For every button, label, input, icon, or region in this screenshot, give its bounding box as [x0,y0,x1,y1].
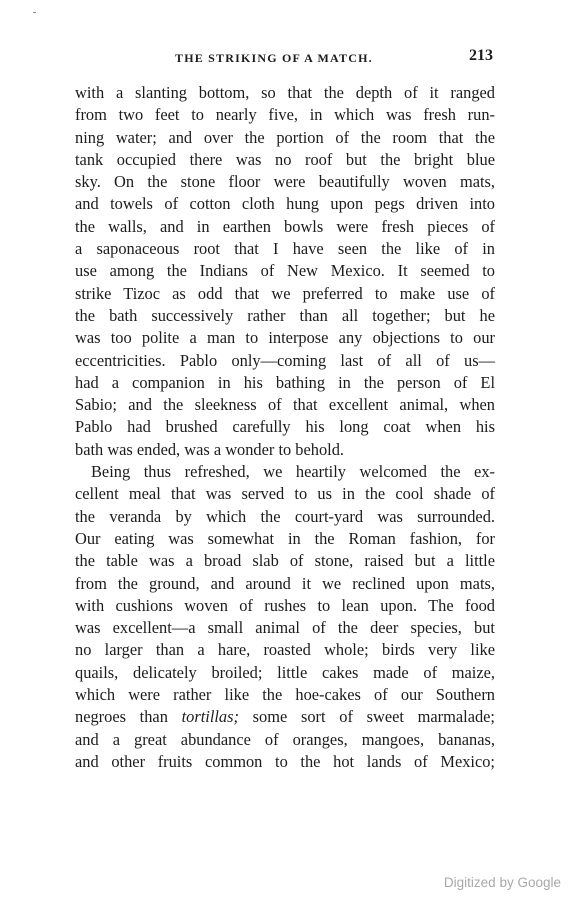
text-line: from the ground, and around it we reclined upon mats, [75,573,495,593]
text-line: tank occupied there was no roof but the bright blue [75,149,495,169]
text-line: had a companion in his bathing in the person of El [75,372,495,392]
text-line: Pablo had brushed carefully his long coat when his [75,417,495,437]
text-line: Sabio; and the sleekness of that excellent animal, when [75,395,495,415]
text-line: Our eating was somewhat in the Roman fashion, for [75,528,495,548]
text-line: from two feet to nearly five, in which was fresh run- [75,105,495,125]
text-line-with-italic [75,706,495,728]
body-text [75,82,495,773]
scan-mark [33,12,36,13]
paragraph-end-line: bath was ended, was a wonder to behold. [75,439,345,459]
text-line: the walls, and in earthen bowls were fresh pieces of [75,216,495,236]
text-line: sky. On the stone floor were beautifully woven mats, [75,172,495,192]
page-number: 213 [469,47,493,64]
text-segment: some sort of sweet marmalade; [238,707,495,727]
text-line: strike Tizoc as odd that we preferred to make use of [75,283,495,303]
text-line: was too polite a man to interpose any objections to our [75,328,495,348]
text-line: use among the Indians of New Mexico. It seemed to [75,261,495,281]
text-line: was excellent—a small animal of the deer species, but [75,618,495,638]
running-head: THE STRIKING OF A MATCH. [175,51,373,65]
text-line: and other fruits common to the hot lands of Mexico; [75,751,495,771]
paragraph-start-line: Being thus refreshed, we heartily welcomed the ex- [91,462,495,482]
digitized-watermark: Digitized by Google [443,875,561,890]
italic-word: tortillas; [181,707,239,727]
text-line: ning water; and over the portion of the room that the [75,127,495,147]
text-line: the bath successively rather than all together; but he [75,305,495,325]
page-header [75,46,495,68]
text-line: cellent meal that was served to us in the cool shade of [75,484,495,504]
text-line: the table was a broad slab of stone, raised but a little [75,551,495,571]
text-line: eccentricities. Pablo only—coming last of all of us— [75,350,495,370]
text-line: no larger than a hare, roasted whole; birds very like [75,640,495,660]
text-line: and towels of cotton cloth hung upon pegs driven into [75,194,495,214]
text-line: with cushions woven of rushes to lean upon. The food [75,595,495,615]
text-line: the veranda by which the court-yard was surrounded. [75,506,495,526]
text-line: quails, delicately broiled; little cakes made of maize, [75,662,495,682]
text-line: with a slanting bottom, so that the depth of it ranged [75,83,495,102]
text-line: a saponaceous root that I have seen the like of in [75,239,495,259]
text-line: which were rather like the hoe-cakes of our Southern [75,685,495,705]
text-line: and a great abundance of oranges, mangoes, bananas, [75,729,495,749]
text-segment: negroes than [75,707,182,727]
